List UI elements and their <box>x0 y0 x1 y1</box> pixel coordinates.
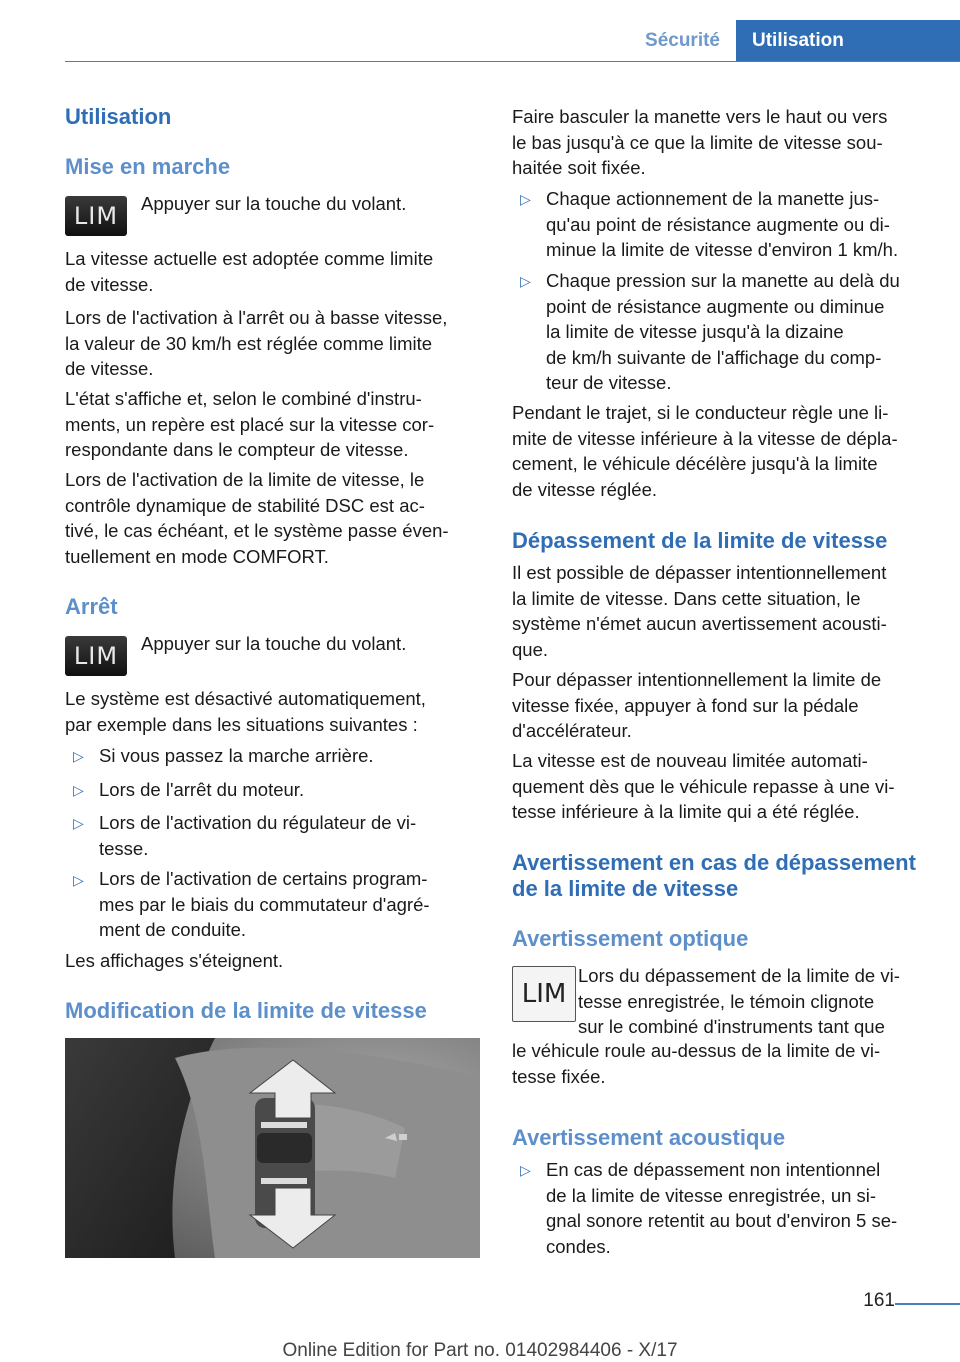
list-item: Lors de l'activation du régulateur de vi- tesse. <box>99 812 417 859</box>
tab-securite[interactable]: Sécurité <box>645 30 720 51</box>
page-header <box>0 0 960 62</box>
heading-avertissement-acoustique: Avertissement acoustique <box>512 1125 786 1150</box>
para-pendant-trajet: Pendant le trajet, si le conducteur règle une li- mite de vitesse inférieure à la vitesse de dépla- cement, le véhicule décélère jusqu'à la limite de vitesse réglée. <box>512 402 898 500</box>
bullet-triangle-icon: ▷ <box>73 815 84 831</box>
para-pour-depasser: Pour dépasser intentionnellement la limite de vitesse fixée, appuyer à fond sur la pédale d'accélérateur. <box>512 669 882 741</box>
steering-wheel-photo <box>65 1038 480 1258</box>
list-item: Chaque pression sur la manette au delà du point de résistance augmente ou diminue la limite de vitesse jusqu'à la dizaine de km/h suivante de l'affichage du comp- teur de vitesse. <box>546 270 900 393</box>
bullet-triangle-icon: ▷ <box>520 273 531 289</box>
para-vitesse-actuelle: La vitesse actuelle est adoptée comme limite de vitesse. <box>65 248 434 295</box>
list-item: Lors de l'arrêt du moteur. <box>99 779 305 800</box>
bullet-triangle-icon: ▷ <box>73 782 84 798</box>
mise-press-text: Appuyer sur la touche du volant. <box>141 193 407 214</box>
bullet-triangle-icon: ▷ <box>73 872 84 888</box>
header-divider <box>65 61 960 62</box>
para-optique-continued: le véhicule roule au-dessus de la limite de vi- tesse fixée. <box>512 1040 881 1087</box>
lim-button-icon: LIM <box>65 196 127 236</box>
heading-modification: Modification de la limite de vitesse <box>65 998 427 1023</box>
list-item: Lors de l'activation de certains program- mes par le biais du commutateur d'agré- ment de conduite. <box>99 868 430 940</box>
heading-avertissement-optique: Avertissement optique <box>512 926 749 951</box>
heading-arret: Arrêt <box>65 594 118 619</box>
lim-button-icon: LIM <box>65 636 127 676</box>
list-item: Chaque actionnement de la manette jus- qu'au point de résistance augmente ou di- minue la limite de vitesse d'environ 1 km/h. <box>546 188 899 260</box>
para-desactive: Le système est désactivé automatiquement, par exemple dans les situations suivantes : <box>65 688 426 735</box>
para-basculer: Faire basculer la manette vers le haut ou vers le bas jusqu'à ce que la limite de vitesse sou- haitée soit fixée. <box>512 106 888 178</box>
steering-wheel-illustration <box>65 1038 480 1258</box>
bullet-triangle-icon: ▷ <box>520 1162 531 1178</box>
tab-utilisation[interactable]: Utilisation <box>736 20 960 62</box>
arret-press-text: Appuyer sur la touche du volant. <box>141 633 407 654</box>
page-number: 161 <box>863 1290 895 1311</box>
list-item: Si vous passez la marche arrière. <box>99 745 374 766</box>
bullet-triangle-icon: ▷ <box>520 191 531 207</box>
para-activation-arret: Lors de l'activation à l'arrêt ou à basse vitesse, la valeur de 30 km/h est réglée comme limite de vitesse. <box>65 307 448 379</box>
list-item: En cas de dépassement non intentionnel de la limite de vitesse enregistrée, un si- gnal sonore retentit au bout d'environ 5 se- condes. <box>546 1159 898 1257</box>
para-optique-beside-icon: Lors du dépassement de la limite de vi- tesse enregistrée, le témoin clignote sur le combiné d'instruments tant que <box>578 965 900 1037</box>
para-nouveau-limitee: La vitesse est de nouveau limitée automati- quement dès que le véhicule repasse à une vi- tesse inférieure à la limite qui a été réglée. <box>512 750 895 822</box>
para-affichages: Les affichages s'éteignent. <box>65 950 284 971</box>
heading-depassement: Dépassement de la limite de vitesse <box>512 528 888 553</box>
heading-mise-en-marche: Mise en marche <box>65 154 231 179</box>
heading-avertissement: Avertissement en cas de dépassement de la limite de vitesse <box>512 850 916 901</box>
lim-indicator-icon: LIM <box>512 966 576 1022</box>
para-etat-affiche: L'état s'affiche et, selon le combiné d'instru- ments, un repère est placé sur la vitesse cor- respondante dans le compteur de vitesse. <box>65 388 435 460</box>
bullet-triangle-icon: ▷ <box>73 748 84 764</box>
para-dsc: Lors de l'activation de la limite de vitesse, le contrôle dynamique de stabilité DSC est ac- tivé, le cas échéant, et le système passe éven- tuellement en mode COMFORT. <box>65 469 449 567</box>
para-possible-depasser: Il est possible de dépasser intentionnellement la limite de vitesse. Dans cette situation, le système n'émet aucun avertissement acousti- que. <box>512 562 887 660</box>
edition-footer: Online Edition for Part no. 01402984406 - X/17 <box>282 1340 678 1361</box>
heading-utilisation: Utilisation <box>65 104 172 129</box>
page-number-line <box>895 1303 960 1305</box>
